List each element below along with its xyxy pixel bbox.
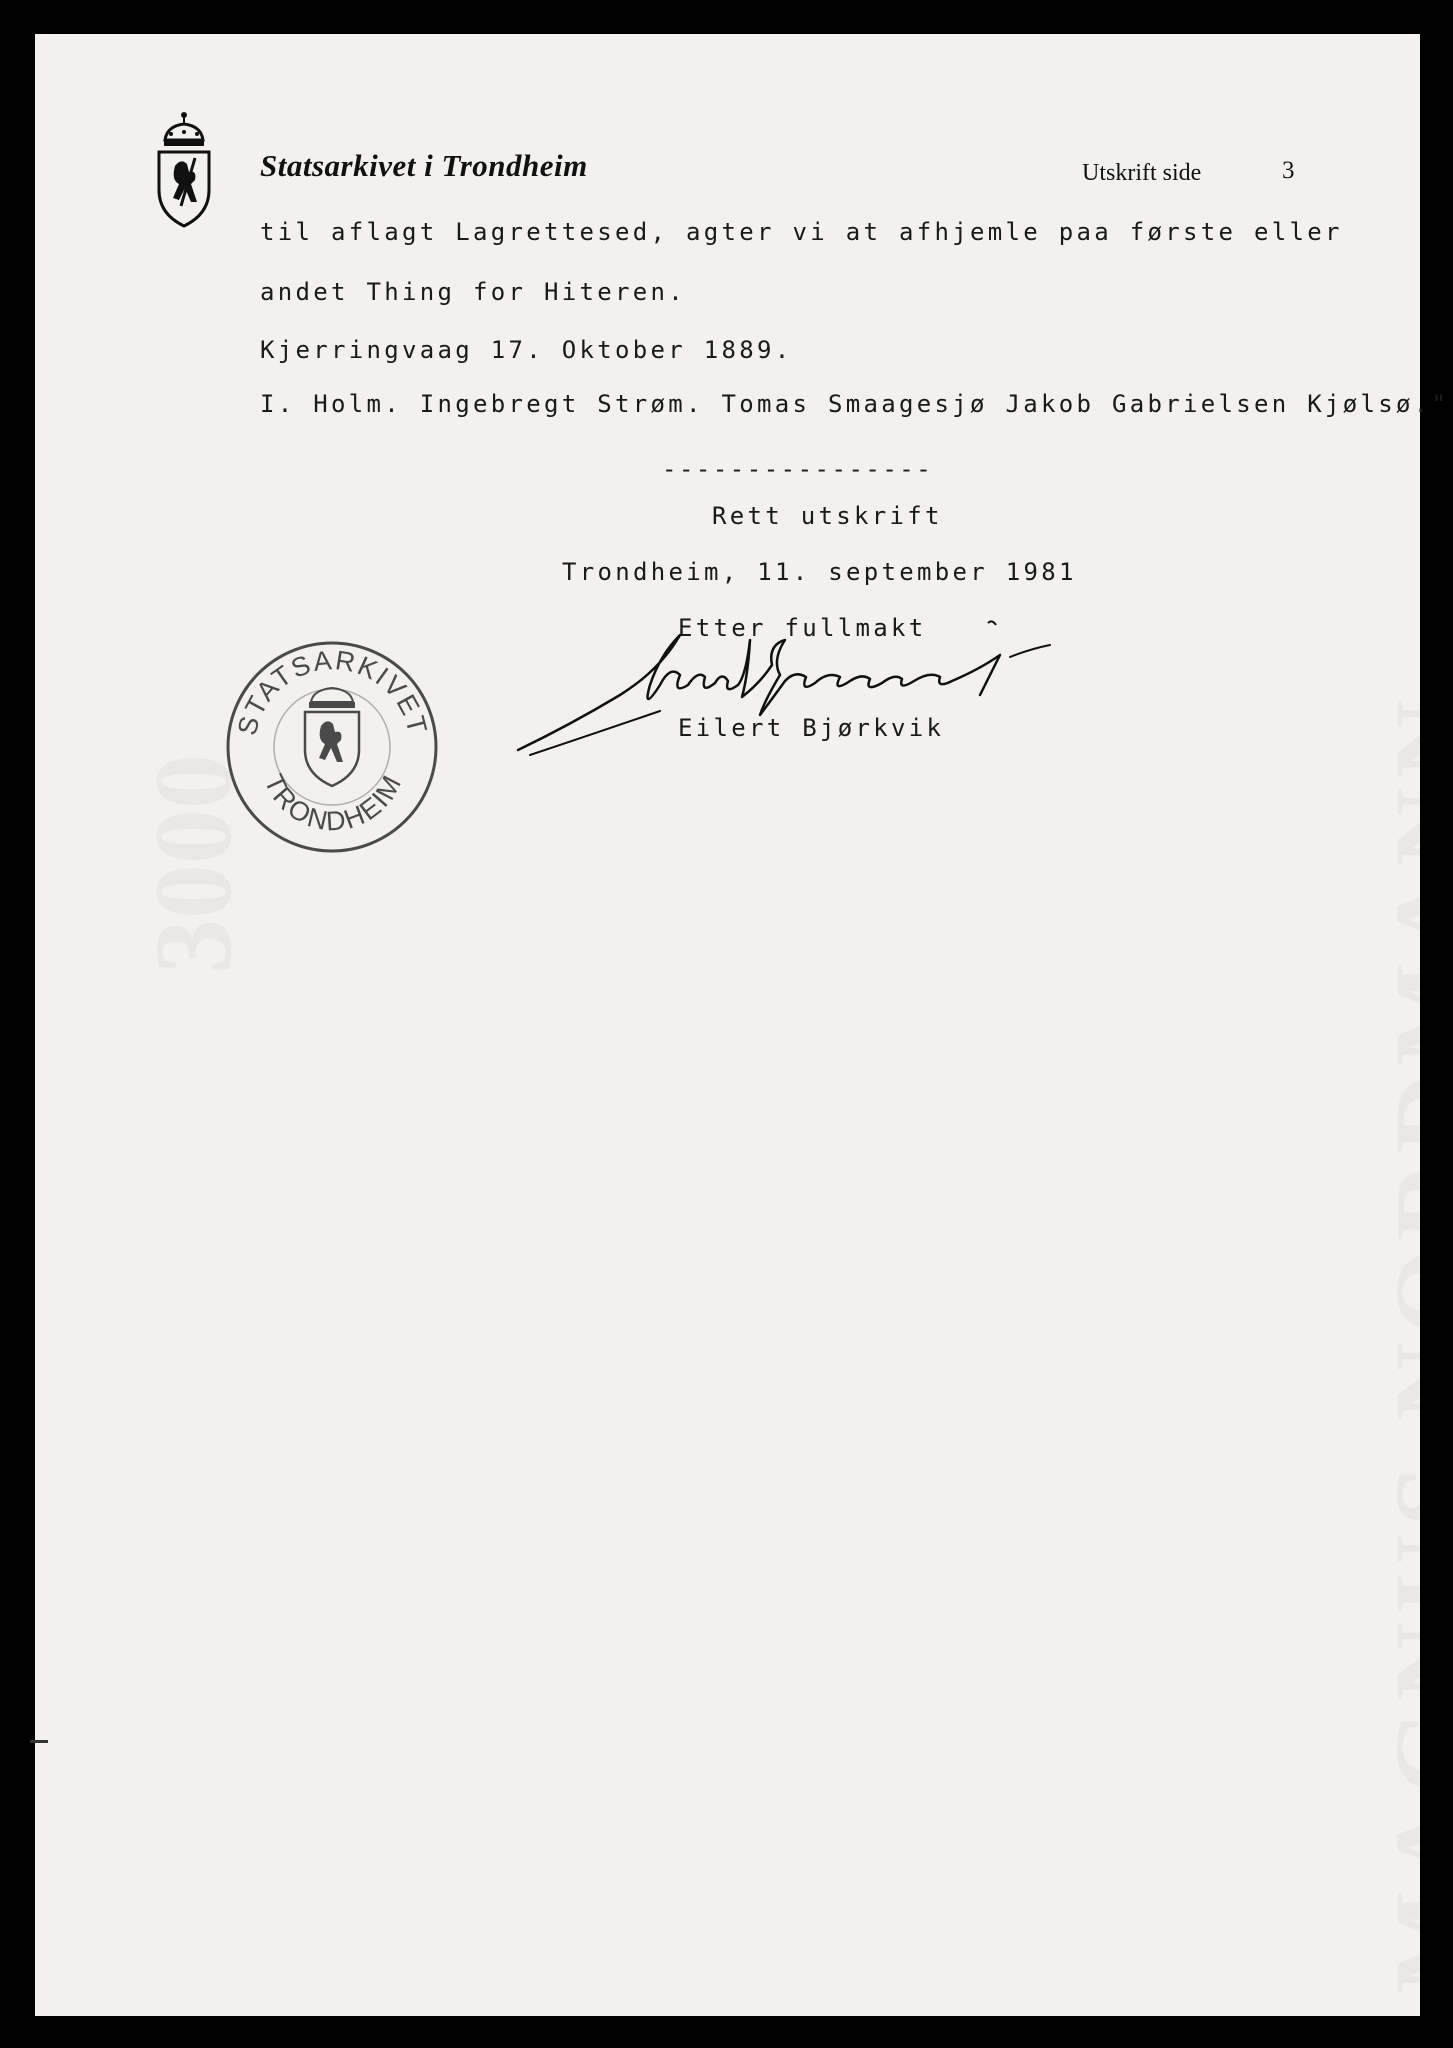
page-number: 3	[1282, 157, 1295, 184]
archive-name: Statsarkivet i Trondheim	[260, 148, 588, 183]
body-line: Kjerringvaag 17. Oktober 1889.	[260, 336, 793, 364]
body-line: andet Thing for Hiteren.	[260, 278, 686, 306]
edge-mark	[30, 1740, 48, 1743]
page-label: Utskrift side	[1082, 160, 1202, 186]
archive-stamp	[225, 640, 440, 855]
authority-text: Etter fullmakt	[678, 614, 927, 642]
rett-utskrift: Rett utskrift	[712, 502, 943, 530]
document-page	[35, 34, 1420, 2016]
body-line: I. Holm. Ingebregt Strøm. Tomas Smaagesjø Jakob Gabrielsen Kjølsø."	[260, 390, 1450, 418]
body-line: til aflagt Lagrettesed, agter vi at afhjemle paa første eller	[260, 218, 1343, 246]
watermark-right	[1370, 94, 1420, 1994]
signer-name: Eilert Bjørkvik	[678, 714, 945, 742]
place-date: Trondheim, 11. september 1981	[562, 558, 1077, 586]
divider-line: ----------------	[662, 455, 934, 483]
svg-text:STATSARKIVET: STATSARKIVET	[231, 645, 434, 739]
svg-text:TRONDHEIM: TRONDHEIM	[258, 769, 408, 837]
coat-of-arms-icon	[155, 110, 213, 228]
signature-graphic	[510, 615, 1070, 765]
